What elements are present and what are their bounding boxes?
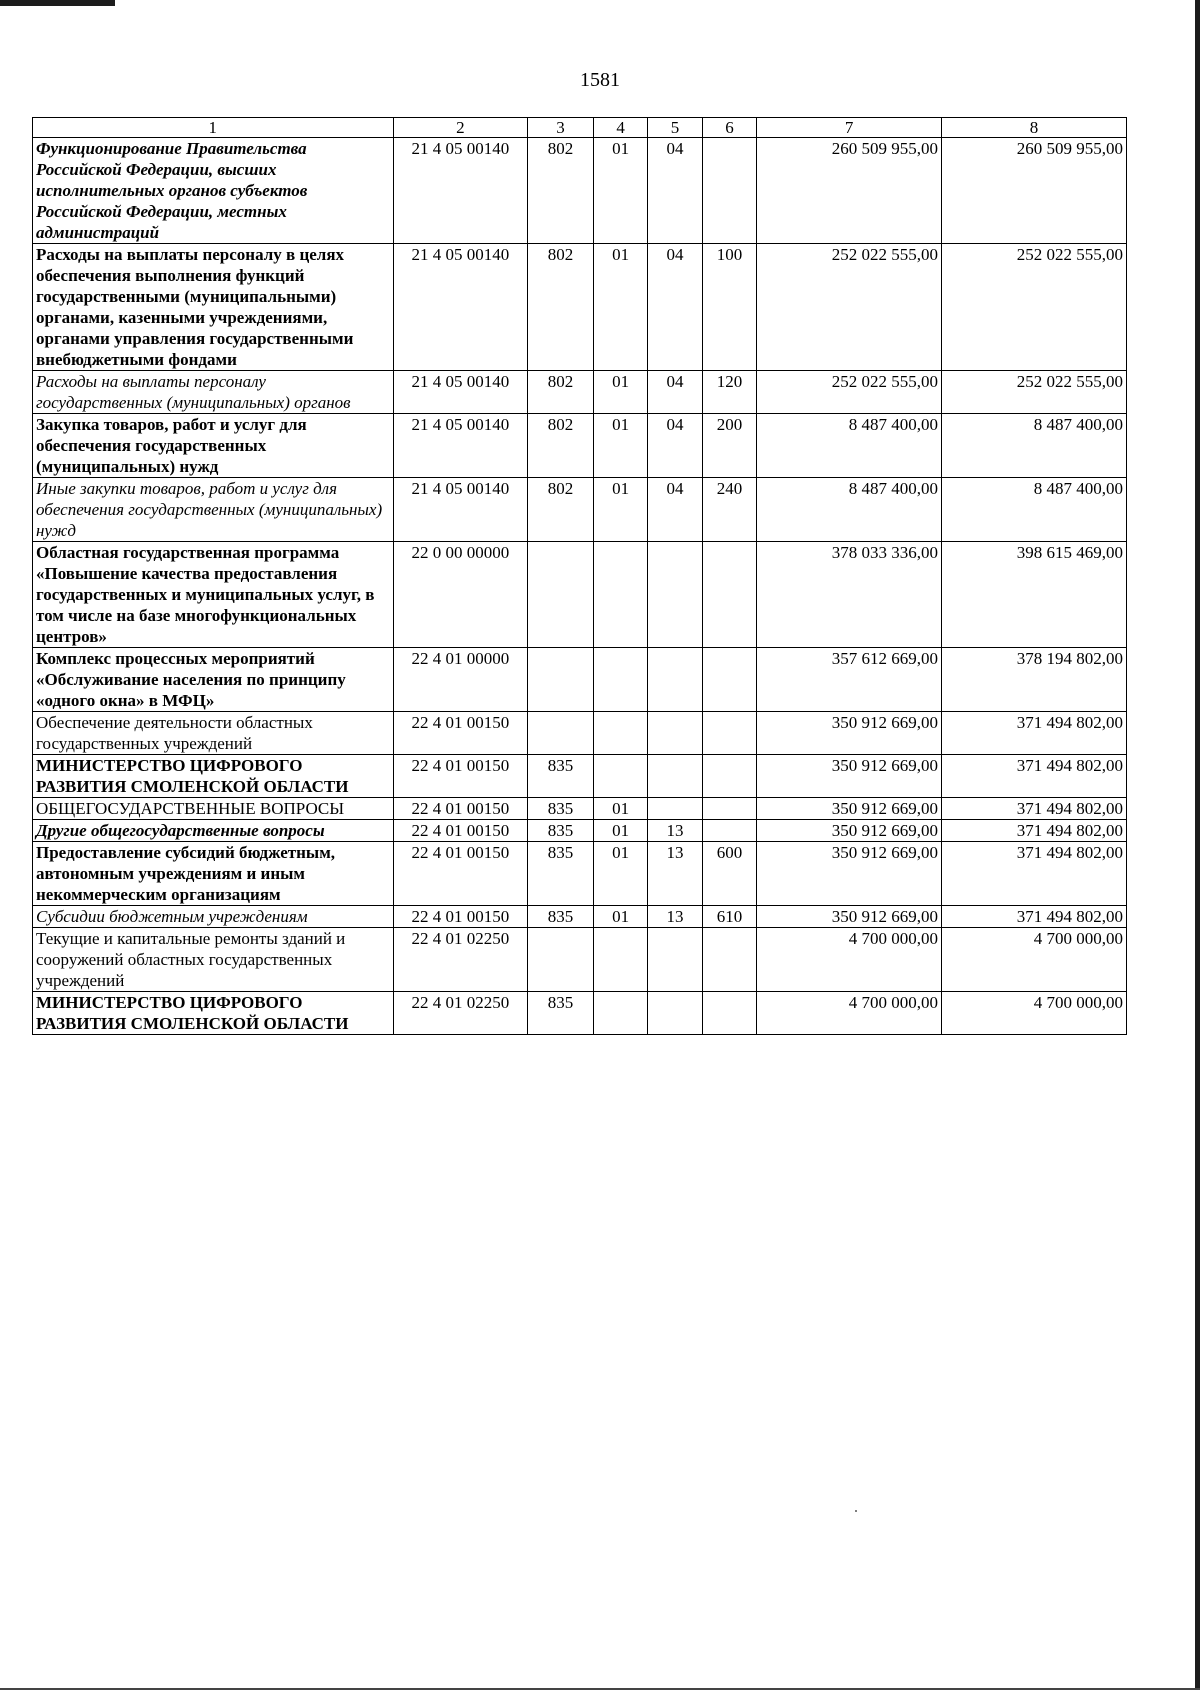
table-row [33,820,1127,842]
col-6-value [702,755,756,798]
col-4-value: 01 [593,244,647,371]
column-header: 2 [393,118,528,138]
scan-speck [855,1510,857,1512]
amount-col-8: 371 494 802,00 [942,906,1127,928]
row-name: Обеспечение деятельности областных государственных учреждений [33,712,394,755]
col-6-value: 610 [702,906,756,928]
col-3-value [528,648,594,712]
budget-code: 21 4 05 00140 [393,478,528,542]
budget-code: 22 4 01 00150 [393,755,528,798]
col-3-value: 835 [528,820,594,842]
col-5-value [648,542,702,648]
amount-col-7: 8 487 400,00 [757,414,942,478]
col-4-value: 01 [593,414,647,478]
col-4-value: 01 [593,478,647,542]
budget-code: 22 4 01 00150 [393,906,528,928]
col-3-value: 802 [528,414,594,478]
table-row [33,906,1127,928]
col-5-value: 04 [648,138,702,244]
amount-col-8: 371 494 802,00 [942,842,1127,906]
row-name: Закупка товаров, работ и услуг для обеспечения государственных (муниципальных) нужд [33,414,394,478]
row-name: Расходы на выплаты персоналу государственных (муниципальных) органов [33,371,394,414]
amount-col-7: 4 700 000,00 [757,928,942,992]
col-3-value [528,712,594,755]
row-name: Областная государственная программа «Повышение качества предоставления государственных и муниципальных услуг, в том числе на базе многофункциональных центров» [33,542,394,648]
amount-col-8: 371 494 802,00 [942,712,1127,755]
col-5-value: 04 [648,414,702,478]
budget-table [32,117,1127,1035]
budget-code: 22 0 00 00000 [393,542,528,648]
col-5-value: 04 [648,478,702,542]
col-4-value [593,542,647,648]
table-row [33,992,1127,1035]
col-3-value: 802 [528,244,594,371]
col-6-value [702,542,756,648]
table-row [33,138,1127,244]
amount-col-8: 8 487 400,00 [942,414,1127,478]
row-name: Иные закупки товаров, работ и услуг для обеспечения государственных (муниципальных) нужд [33,478,394,542]
table-row [33,755,1127,798]
budget-code: 22 4 01 00150 [393,820,528,842]
col-3-value: 802 [528,371,594,414]
col-5-value [648,992,702,1035]
col-6-value [702,798,756,820]
budget-code: 21 4 05 00140 [393,138,528,244]
col-4-value: 01 [593,798,647,820]
table-row [33,478,1127,542]
row-name: МИНИСТЕРСТВО ЦИФРОВОГО РАЗВИТИЯ СМОЛЕНСКОЙ ОБЛАСТИ [33,992,394,1035]
amount-col-7: 350 912 669,00 [757,712,942,755]
col-5-value: 13 [648,820,702,842]
row-name: Комплекс процессных мероприятий «Обслуживание населения по принципу «одного окна» в МФЦ» [33,648,394,712]
col-6-value [702,648,756,712]
col-6-value [702,712,756,755]
page-number: 1581 [580,69,620,91]
col-5-value: 13 [648,842,702,906]
amount-col-7: 252 022 555,00 [757,244,942,371]
col-3-value: 835 [528,755,594,798]
col-5-value [648,712,702,755]
column-header: 6 [702,118,756,138]
col-3-value: 835 [528,992,594,1035]
amount-col-7: 8 487 400,00 [757,478,942,542]
amount-col-8: 398 615 469,00 [942,542,1127,648]
table-row [33,842,1127,906]
amount-col-8: 4 700 000,00 [942,928,1127,992]
scan-edge-right [1195,0,1200,1690]
col-4-value: 01 [593,906,647,928]
row-name: Предоставление субсидий бюджетным, автономным учреждениям и иным некоммерческим организациям [33,842,394,906]
col-5-value: 13 [648,906,702,928]
col-5-value [648,755,702,798]
amount-col-8: 378 194 802,00 [942,648,1127,712]
amount-col-8: 252 022 555,00 [942,371,1127,414]
amount-col-8: 371 494 802,00 [942,820,1127,842]
column-header: 4 [593,118,647,138]
amount-col-8: 371 494 802,00 [942,755,1127,798]
col-3-value [528,928,594,992]
col-4-value [593,928,647,992]
col-6-value: 600 [702,842,756,906]
col-5-value: 04 [648,244,702,371]
budget-code: 21 4 05 00140 [393,244,528,371]
table-row [33,244,1127,371]
column-header: 8 [942,118,1127,138]
col-3-value: 835 [528,906,594,928]
col-4-value [593,755,647,798]
column-header: 7 [757,118,942,138]
amount-col-7: 378 033 336,00 [757,542,942,648]
budget-code: 22 4 01 00150 [393,712,528,755]
table-row [33,712,1127,755]
col-3-value [528,542,594,648]
amount-col-8: 8 487 400,00 [942,478,1127,542]
amount-col-8: 371 494 802,00 [942,798,1127,820]
col-3-value: 835 [528,842,594,906]
table-row [33,928,1127,992]
header-row [33,118,1127,138]
col-4-value: 01 [593,842,647,906]
row-name: Субсидии бюджетным учреждениям [33,906,394,928]
row-name: Расходы на выплаты персоналу в целях обеспечения выполнения функций государственными (муниципальными) органами, казенными учреждениями, органами управления государственными внебюджетными фондами [33,244,394,371]
table-row [33,371,1127,414]
col-6-value [702,992,756,1035]
budget-code: 22 4 01 02250 [393,992,528,1035]
col-3-value: 835 [528,798,594,820]
col-6-value [702,820,756,842]
table-row [33,542,1127,648]
col-6-value: 100 [702,244,756,371]
column-header: 1 [33,118,394,138]
amount-col-7: 357 612 669,00 [757,648,942,712]
row-name: Функционирование Правительства Российской Федерации, высших исполнительных органов субъектов Российской Федерации, местных администраций [33,138,394,244]
amount-col-7: 350 912 669,00 [757,820,942,842]
col-5-value: 04 [648,371,702,414]
col-4-value [593,992,647,1035]
col-6-value: 200 [702,414,756,478]
budget-code: 21 4 05 00140 [393,371,528,414]
scan-edge-top [0,0,115,6]
budget-code: 21 4 05 00140 [393,414,528,478]
budget-code: 22 4 01 00150 [393,798,528,820]
amount-col-8: 260 509 955,00 [942,138,1127,244]
col-5-value [648,928,702,992]
table-row [33,414,1127,478]
col-6-value [702,928,756,992]
col-6-value [702,138,756,244]
row-name: МИНИСТЕРСТВО ЦИФРОВОГО РАЗВИТИЯ СМОЛЕНСКОЙ ОБЛАСТИ [33,755,394,798]
row-name: ОБЩЕГОСУДАРСТВЕННЫЕ ВОПРОСЫ [33,798,394,820]
budget-code: 22 4 01 00150 [393,842,528,906]
budget-code: 22 4 01 02250 [393,928,528,992]
amount-col-7: 350 912 669,00 [757,798,942,820]
col-4-value: 01 [593,371,647,414]
col-3-value: 802 [528,138,594,244]
col-5-value [648,798,702,820]
amount-col-7: 4 700 000,00 [757,992,942,1035]
budget-code: 22 4 01 00000 [393,648,528,712]
amount-col-7: 350 912 669,00 [757,755,942,798]
table-row [33,648,1127,712]
col-6-value: 240 [702,478,756,542]
amount-col-7: 350 912 669,00 [757,906,942,928]
col-4-value [593,712,647,755]
table-row [33,798,1127,820]
col-6-value: 120 [702,371,756,414]
column-header: 3 [528,118,594,138]
col-4-value: 01 [593,138,647,244]
col-4-value [593,648,647,712]
amount-col-7: 350 912 669,00 [757,842,942,906]
amount-col-7: 260 509 955,00 [757,138,942,244]
col-3-value: 802 [528,478,594,542]
col-4-value: 01 [593,820,647,842]
col-5-value [648,648,702,712]
column-header: 5 [648,118,702,138]
amount-col-8: 252 022 555,00 [942,244,1127,371]
row-name: Текущие и капитальные ремонты зданий и сооружений областных государственных учреждений [33,928,394,992]
row-name: Другие общегосударственные вопросы [33,820,394,842]
amount-col-7: 252 022 555,00 [757,371,942,414]
amount-col-8: 4 700 000,00 [942,992,1127,1035]
